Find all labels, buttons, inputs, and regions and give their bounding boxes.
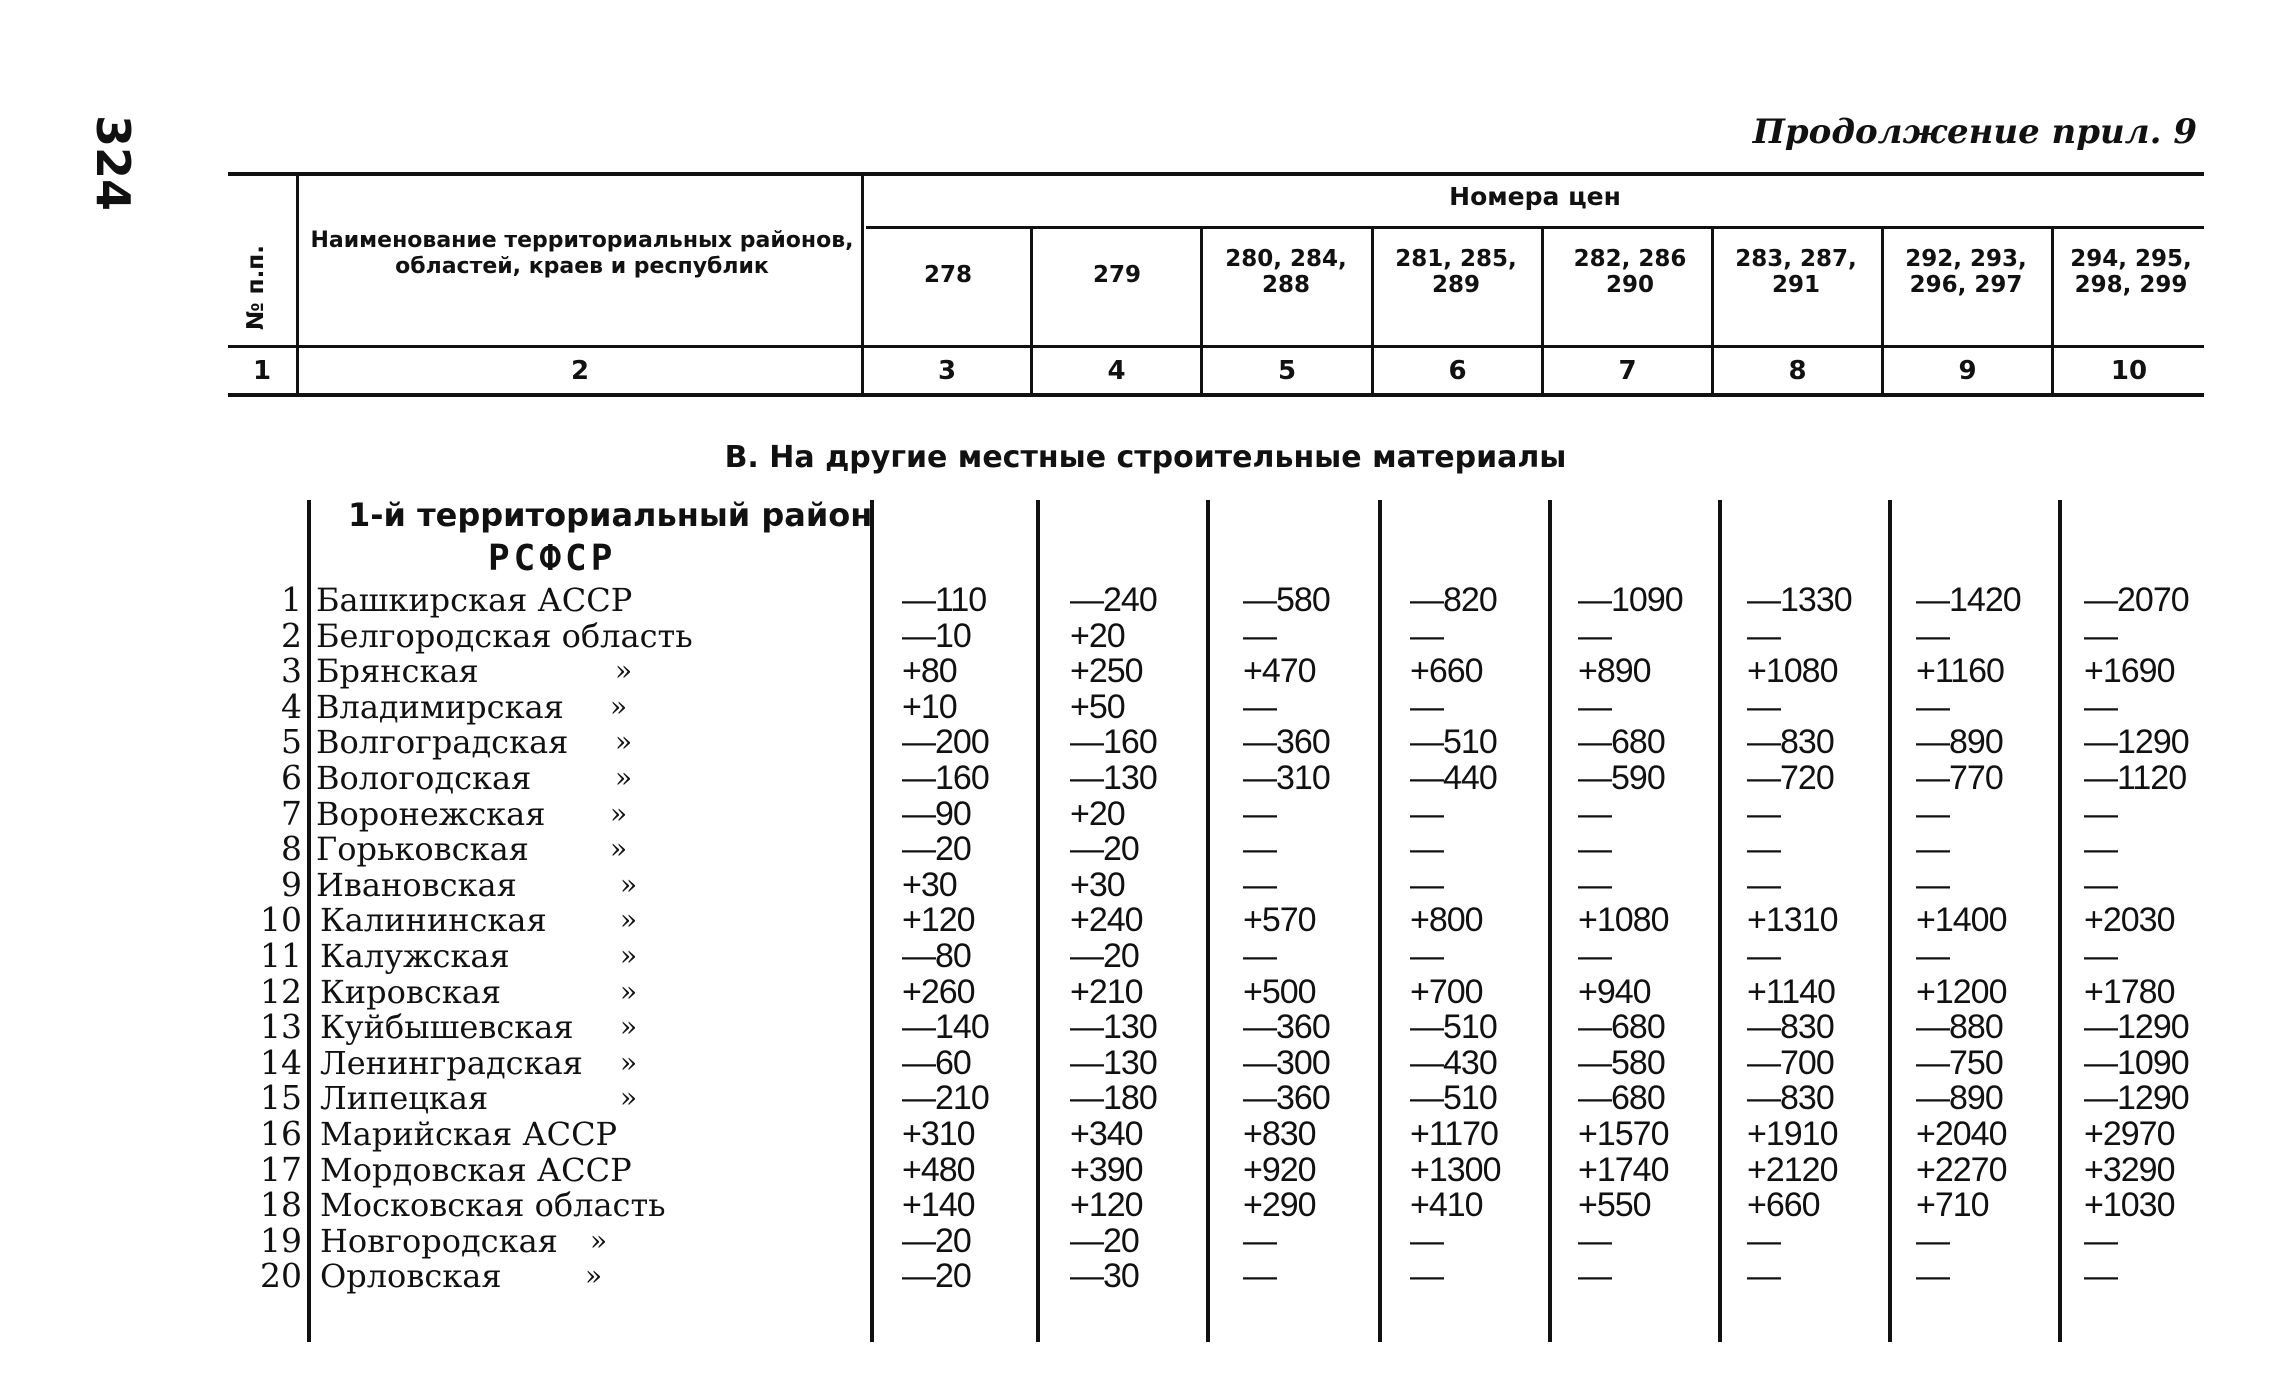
row-number: 8 (281, 829, 302, 868)
row-number: 4 (281, 687, 302, 726)
row-number: 5 (281, 722, 302, 761)
price-value-cell: — (1747, 866, 1780, 904)
ditto-mark: » (620, 1046, 638, 1079)
price-value-cell: +120 (902, 901, 975, 939)
region-name: Новгородская (320, 1222, 558, 1260)
price-value-cell: +120 (1070, 1186, 1143, 1224)
price-value-cell: +1170 (1410, 1115, 1498, 1153)
price-value-cell: —160 (1070, 723, 1157, 761)
price-value-cell: —680 (1578, 723, 1665, 761)
price-value-cell: —160 (902, 759, 989, 797)
price-value-cell: — (2084, 866, 2117, 904)
column-number: 7 (1618, 356, 1637, 386)
price-col-header: 278 (923, 262, 972, 288)
price-value-cell: +920 (1243, 1151, 1316, 1189)
price-value-cell: —20 (1070, 937, 1139, 975)
header-top-rule (228, 172, 2204, 176)
price-value-cell: —240 (1070, 581, 1157, 619)
price-value-cell: +470 (1243, 652, 1316, 690)
price-value-cell: —130 (1070, 1044, 1157, 1082)
price-value-cell: +480 (902, 1151, 975, 1189)
table-row (0, 796, 2291, 832)
price-value-cell: —110 (902, 581, 987, 619)
price-value-cell: +310 (902, 1115, 975, 1153)
price-value-cell: —60 (902, 1044, 971, 1082)
price-value-cell: —440 (1410, 759, 1497, 797)
price-value-cell: — (1747, 688, 1780, 726)
region-name: Марийская АССР (320, 1115, 618, 1153)
price-value-cell: +3290 (2084, 1151, 2175, 1189)
column-number: 5 (1277, 356, 1297, 386)
price-value-cell: —130 (1070, 1008, 1157, 1046)
colnum-bottom-rule (228, 393, 2204, 397)
price-value-cell: —30 (1070, 1257, 1139, 1295)
price-value-cell: — (1243, 1257, 1276, 1295)
ditto-mark: » (620, 975, 638, 1008)
row-number: 1 (281, 580, 302, 619)
price-value-cell: +290 (1243, 1186, 1316, 1224)
table-row (0, 867, 2291, 903)
price-value-cell: +1310 (1747, 901, 1838, 939)
price-value-cell: +890 (1578, 652, 1651, 690)
row-number: 3 (281, 651, 302, 690)
price-value-cell: —20 (902, 830, 971, 868)
price-value-cell: —830 (1747, 1079, 1834, 1117)
price-value-cell: —210 (902, 1079, 989, 1117)
table-row (0, 831, 2291, 867)
table-row (0, 1258, 2291, 1294)
column-number: 10 (2110, 356, 2148, 386)
price-value-cell: +30 (902, 866, 957, 904)
region-name: Куйбышевская (320, 1008, 574, 1046)
table-row (0, 724, 2291, 760)
price-value-cell: +20 (1070, 795, 1125, 833)
price-value-cell: +2030 (2084, 901, 2175, 939)
republic-title: РСФСР (488, 538, 617, 579)
price-value-cell: +1300 (1410, 1151, 1501, 1189)
ditto-mark: » (620, 868, 638, 901)
price-value-cell: +710 (1916, 1186, 1989, 1224)
table-row (0, 974, 2291, 1010)
price-value-cell: — (2084, 830, 2117, 868)
row-number: 11 (260, 936, 302, 975)
region-name: Московская область (320, 1186, 666, 1224)
price-value-cell: — (1410, 937, 1443, 975)
price-value-cell: +10 (902, 688, 957, 726)
price-value-cell: +1080 (1578, 901, 1669, 939)
price-value-cell: — (1747, 830, 1780, 868)
price-value-cell: —430 (1410, 1044, 1497, 1082)
price-value-cell: —820 (1410, 581, 1497, 619)
price-value-cell: —700 (1747, 1044, 1834, 1082)
table-row (0, 902, 2291, 938)
price-value-cell: — (1578, 688, 1611, 726)
price-value-cell: +500 (1243, 973, 1316, 1011)
table-row (0, 582, 2291, 618)
column-number: 1 (252, 356, 272, 386)
price-value-cell: —310 (1243, 759, 1330, 797)
column-number: 2 (570, 356, 590, 386)
price-value-cell: —20 (1070, 830, 1139, 868)
ditto-mark: » (610, 832, 628, 865)
region-name: Калужская (320, 937, 510, 975)
region-name: Горьковская (316, 830, 529, 868)
price-value-cell: +660 (1410, 652, 1483, 690)
price-value-cell: — (2084, 688, 2117, 726)
price-value-cell: — (1578, 1222, 1611, 1260)
region-name: Липецкая (320, 1079, 489, 1117)
table-row (0, 1152, 2291, 1188)
price-value-cell: +240 (1070, 901, 1143, 939)
table-row (0, 1009, 2291, 1045)
ditto-mark: » (615, 654, 633, 687)
region-name: Ленинградская (320, 1044, 583, 1082)
price-value-cell: +940 (1578, 973, 1651, 1011)
table-row (0, 1116, 2291, 1152)
row-number: 9 (281, 865, 302, 904)
price-value-cell: — (1410, 617, 1443, 655)
price-value-cell: +2270 (1916, 1151, 2007, 1189)
table-row (0, 653, 2291, 689)
price-value-cell: +1080 (1747, 652, 1838, 690)
price-value-cell: —1290 (2084, 1079, 2189, 1117)
price-value-cell: +1740 (1578, 1151, 1669, 1189)
price-value-cell: —890 (1916, 723, 2003, 761)
price-col-header: 294, 295, 298, 299 (2070, 246, 2192, 298)
table-row (0, 1187, 2291, 1223)
table-row (0, 1223, 2291, 1259)
price-value-cell: —1290 (2084, 723, 2189, 761)
price-value-cell: — (2084, 617, 2117, 655)
price-value-cell: — (1916, 795, 1949, 833)
region-name: Волгоградская (316, 723, 569, 761)
price-value-cell: —1330 (1747, 581, 1852, 619)
price-value-cell: —140 (902, 1008, 989, 1046)
price-value-cell: —300 (1243, 1044, 1330, 1082)
price-value-cell: +660 (1747, 1186, 1820, 1224)
price-value-cell: —770 (1916, 759, 2003, 797)
table-row (0, 618, 2291, 654)
price-value-cell: — (1578, 795, 1611, 833)
price-value-cell: — (1916, 617, 1949, 655)
price-value-cell: — (1578, 866, 1611, 904)
region-name: Вологодская (316, 759, 532, 797)
price-value-cell: — (1578, 830, 1611, 868)
price-value-cell: —20 (1070, 1222, 1139, 1260)
row-number: 14 (260, 1043, 302, 1082)
price-value-cell: —580 (1243, 581, 1330, 619)
header-price-numbers: Номера цен (1449, 182, 1621, 211)
price-value-cell: —720 (1747, 759, 1834, 797)
price-value-cell: — (1410, 866, 1443, 904)
header-col2: Наименование территориальных районов, областей, краев и республик (310, 228, 854, 279)
price-value-cell: — (1243, 795, 1276, 833)
price-value-cell: +700 (1410, 973, 1483, 1011)
row-number: 17 (260, 1150, 302, 1189)
price-value-cell: —510 (1410, 1079, 1497, 1117)
price-value-cell: +2040 (1916, 1115, 2007, 1153)
price-value-cell: +830 (1243, 1115, 1316, 1153)
price-value-cell: — (1747, 937, 1780, 975)
price-value-cell: +260 (902, 973, 975, 1011)
ditto-mark: » (585, 1259, 603, 1292)
price-value-cell: —880 (1916, 1008, 2003, 1046)
price-col-header: 280, 284, 288 (1225, 246, 1347, 298)
continuation-note: Продолжение прил. 9 (1752, 112, 2197, 152)
ditto-mark: » (610, 690, 628, 723)
price-value-cell: — (1916, 1222, 1949, 1260)
ditto-mark: » (590, 1224, 608, 1257)
price-value-cell: —510 (1410, 723, 1497, 761)
price-value-cell: +410 (1410, 1186, 1483, 1224)
price-value-cell: — (1916, 830, 1949, 868)
price-value-cell: +1200 (1916, 973, 2007, 1011)
price-value-cell: —680 (1578, 1008, 1665, 1046)
price-value-cell: +2970 (2084, 1115, 2175, 1153)
price-value-cell: — (1410, 1257, 1443, 1295)
row-number: 13 (260, 1007, 302, 1046)
region-name: Калининская (320, 901, 547, 939)
ditto-mark: » (620, 939, 638, 972)
region-name: Воронежская (316, 795, 546, 833)
price-col-header: 283, 287, 291 (1735, 246, 1857, 298)
price-value-cell: —580 (1578, 1044, 1665, 1082)
price-value-cell: +1780 (2084, 973, 2175, 1011)
price-value-cell: +390 (1070, 1151, 1143, 1189)
ditto-mark: » (615, 725, 633, 758)
price-value-cell: —2070 (2084, 581, 2189, 619)
price-value-cell: +340 (1070, 1115, 1143, 1153)
price-value-cell: — (1916, 688, 1949, 726)
price-value-cell: —130 (1070, 759, 1157, 797)
page-number: 324 (86, 115, 140, 212)
price-value-cell: —360 (1243, 1079, 1330, 1117)
price-value-cell: —10 (902, 617, 971, 655)
price-value-cell: — (1747, 1257, 1780, 1295)
price-value-cell: — (1410, 830, 1443, 868)
price-value-cell: +800 (1410, 901, 1483, 939)
price-value-cell: —1420 (1916, 581, 2021, 619)
column-number: 9 (1958, 356, 1977, 386)
row-number: 2 (281, 616, 302, 655)
table-row (0, 760, 2291, 796)
price-value-cell: — (1243, 937, 1276, 975)
price-value-cell: — (2084, 1222, 2117, 1260)
price-value-cell: —890 (1916, 1079, 2003, 1117)
price-value-cell: — (1578, 937, 1611, 975)
table-row (0, 1080, 2291, 1116)
price-value-cell: — (1916, 866, 1949, 904)
header-bottom-rule (228, 345, 2204, 348)
price-value-cell: +550 (1578, 1186, 1651, 1224)
price-value-cell: — (1916, 937, 1949, 975)
price-value-cell: — (2084, 795, 2117, 833)
ditto-mark: » (610, 797, 628, 830)
price-col-header: 282, 286 290 (1573, 246, 1687, 298)
price-value-cell: +20 (1070, 617, 1125, 655)
price-value-cell: +1570 (1578, 1115, 1669, 1153)
region-name: Кировская (320, 973, 502, 1011)
price-value-cell: —750 (1916, 1044, 2003, 1082)
price-value-cell: —20 (902, 1257, 971, 1295)
region-name: Белгородская область (316, 617, 693, 655)
price-value-cell: — (1578, 617, 1611, 655)
price-value-cell: —80 (902, 937, 971, 975)
price-col-header: 292, 293, 296, 297 (1905, 246, 2027, 298)
price-value-cell: —20 (902, 1222, 971, 1260)
price-value-cell: —680 (1578, 1079, 1665, 1117)
price-value-cell: —1120 (2084, 759, 2187, 797)
row-number: 20 (260, 1256, 302, 1295)
price-value-cell: +1140 (1747, 973, 1835, 1011)
ditto-mark: » (620, 1010, 638, 1043)
price-value-cell: —830 (1747, 1008, 1834, 1046)
price-value-cell: —1090 (2084, 1044, 2189, 1082)
row-number: 15 (260, 1078, 302, 1117)
row-number: 7 (281, 794, 302, 833)
ditto-mark: » (620, 1081, 638, 1114)
price-value-cell: —510 (1410, 1008, 1497, 1046)
price-value-cell: +570 (1243, 901, 1316, 939)
region-name: Орловская (320, 1257, 502, 1295)
price-value-cell: — (1243, 617, 1276, 655)
row-number: 18 (260, 1185, 302, 1224)
row-number: 12 (260, 972, 302, 1011)
price-value-cell: — (1410, 795, 1443, 833)
price-value-cell: — (2084, 1257, 2117, 1295)
section-title: В. На другие местные строительные материалы (724, 440, 1567, 475)
region-name: Владимирская (316, 688, 564, 726)
price-value-cell: +50 (1070, 688, 1125, 726)
table-row (0, 689, 2291, 725)
price-value-cell: —1090 (1578, 581, 1683, 619)
price-value-cell: +1030 (2084, 1186, 2175, 1224)
price-value-cell: —1290 (2084, 1008, 2189, 1046)
price-value-cell: — (1747, 1222, 1780, 1260)
price-value-cell: +1400 (1916, 901, 2007, 939)
price-value-cell: —200 (902, 723, 989, 761)
price-value-cell: — (1243, 830, 1276, 868)
price-value-cell: — (1747, 795, 1780, 833)
column-number: 3 (937, 356, 957, 386)
ditto-mark: » (615, 761, 633, 794)
header-col1: № п.п. (243, 245, 269, 330)
row-number: 6 (281, 758, 302, 797)
price-value-cell: +1910 (1747, 1115, 1838, 1153)
price-col-header: 279 (1092, 262, 1141, 288)
price-value-cell: — (1243, 1222, 1276, 1260)
price-value-cell: —180 (1070, 1079, 1157, 1117)
ditto-mark: » (620, 903, 638, 936)
price-value-cell: — (2084, 937, 2117, 975)
price-value-cell: +1160 (1916, 652, 2004, 690)
price-value-cell: — (1410, 688, 1443, 726)
table-row (0, 1045, 2291, 1081)
price-value-cell: +140 (902, 1186, 975, 1224)
price-value-cell: +30 (1070, 866, 1125, 904)
price-value-cell: — (1747, 617, 1780, 655)
price-group-rule (866, 226, 2204, 229)
region-name: Брянская (316, 652, 479, 690)
column-number: 6 (1448, 356, 1467, 386)
row-number: 19 (260, 1221, 302, 1260)
price-value-cell: — (1243, 866, 1276, 904)
column-number: 4 (1107, 356, 1126, 386)
price-value-cell: —360 (1243, 1008, 1330, 1046)
price-value-cell: +80 (902, 652, 957, 690)
price-value-cell: —830 (1747, 723, 1834, 761)
price-value-cell: — (1243, 688, 1276, 726)
price-value-cell: —90 (902, 795, 971, 833)
price-value-cell: +2120 (1747, 1151, 1838, 1189)
region-name: Мордовская АССР (320, 1151, 632, 1189)
region-name: Башкирская АССР (316, 581, 633, 619)
price-value-cell: — (1410, 1222, 1443, 1260)
district-title: 1-й территориальный район (348, 496, 873, 534)
row-number: 16 (260, 1114, 302, 1153)
price-value-cell: — (1578, 1257, 1611, 1295)
price-value-cell: —360 (1243, 723, 1330, 761)
row-number: 10 (260, 900, 302, 939)
price-value-cell: +1690 (2084, 652, 2175, 690)
price-value-cell: —590 (1578, 759, 1665, 797)
price-value-cell: — (1916, 1257, 1949, 1295)
column-number: 8 (1788, 356, 1807, 386)
price-value-cell: +250 (1070, 652, 1143, 690)
price-value-cell: +210 (1070, 973, 1143, 1011)
region-name: Ивановская (316, 866, 517, 904)
price-col-header: 281, 285, 289 (1395, 246, 1517, 298)
table-row (0, 938, 2291, 974)
